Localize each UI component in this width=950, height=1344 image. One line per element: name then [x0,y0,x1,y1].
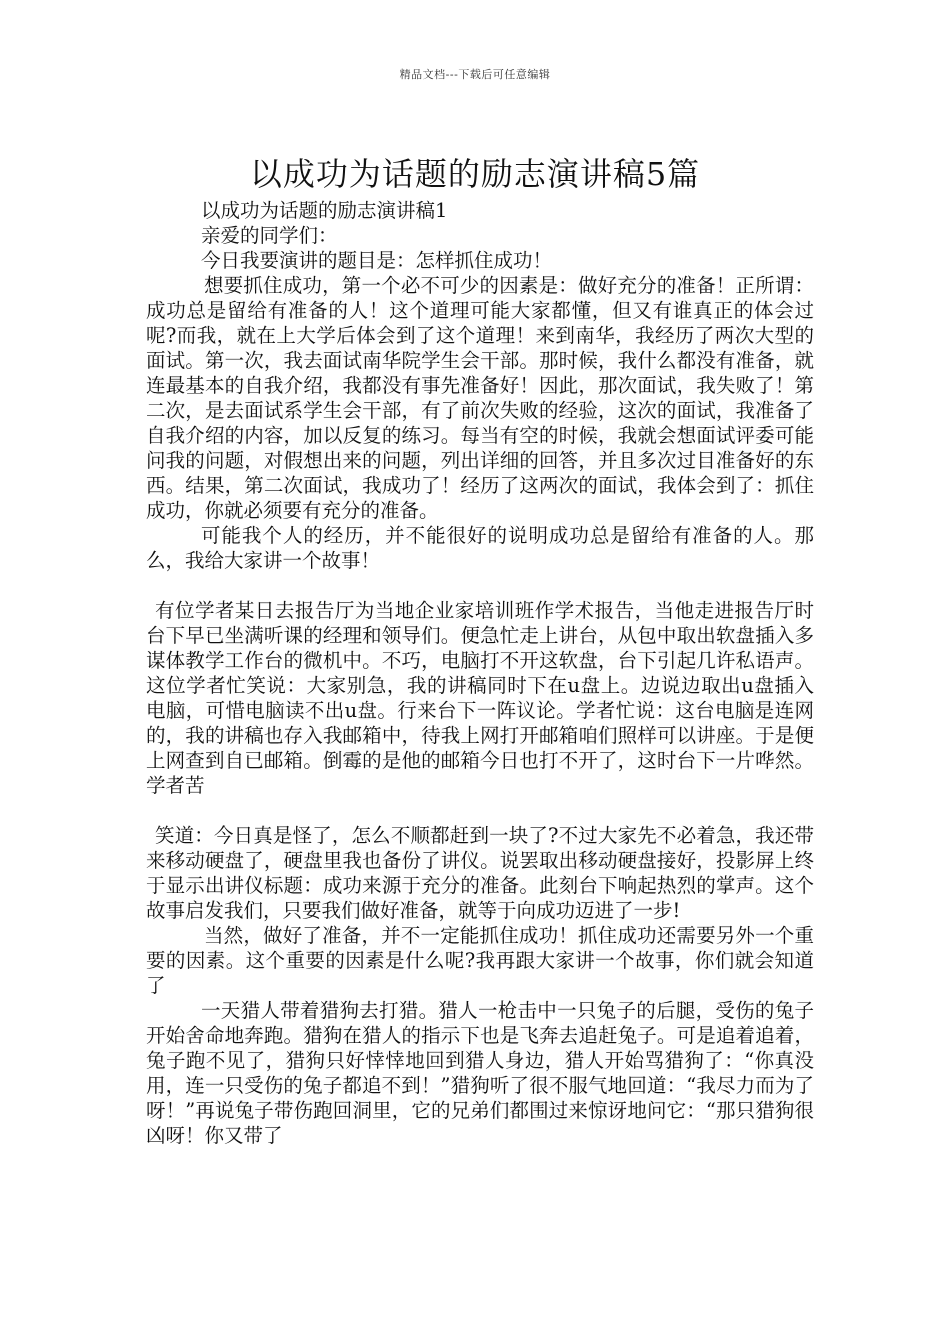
speech-subtitle: 以成功为话题的励志演讲稿1 [201,199,448,222]
paragraph-spacer [146,798,814,823]
paragraph-spacer [146,573,814,598]
paragraph-hunter-story: 一天猎人带着猎狗去打猎。猎人一枪击中一只兔子的后腿，受伤的兔子开始舍命地奔跑。猎狗在猎人的指示下也是飞奔去追赶兔子。可是追着追着，兔子跑不见了，猎狗只好悻悻地回到猎人身边，猎人开始骂猎狗了：“你真没用，连一只受伤的兔子都追不到！”猎狗听了很不服气地回道：“我尽力而为了呀！”再说兔子带伤跑回洞里，它的兄弟们都围过来惊讶地问它：“那只猎狗很凶呀！你又带了 [146,999,814,1147]
paragraph-topic: 今日我要演讲的题目是：怎样抓住成功！ [201,249,553,272]
header-note: 精品文档---下载后可任意编辑 [399,68,551,81]
document-title: 以成功为话题的励志演讲稿5篇 [249,155,701,194]
paragraph-preparation: 想要抓住成功，第一个必不可少的因素是：做好充分的准备！正所谓：成功总是留给有准备的人！这个道理可能大家都懂，但又有谁真正的体会过呢?而我，就在上大学后体会到了这个道理！来到南华，我经历了两次大型的面试。第一次，我去面试南华院学生会干部。那时候，我什么都没有准备，就连最基本的自我介绍，我都没有事先准备好！因此，那次面试，我失败了！第二次，是去面试系学生会干部，有了前次失败的经验，这次的面试，我准备了自我介绍的内容，加以反复的练习。每当有空的时候，我就会想面试评委可能问我的问题，对假想出来的问题，列出详细的回答，并且多次过目准备好的东西。结果，第二次面试，我成功了！经历了这两次的面试，我体会到了：抓住成功，你就必须要有充分的准备。 [146,274,814,522]
paragraph-second-factor: 当然，做好了准备，并不一定能抓住成功！抓住成功还需要另外一个重要的因素。这个重要的因素是什么呢?我再跟大家讲一个故事，你们就会知道了 [146,924,814,997]
paragraph-story-intro: 可能我个人的经历，并不能很好的说明成功总是留给有准备的人。那么，我给大家讲一个故事！ [146,524,814,572]
paragraph-scholar-story: 有位学者某日去报告厅为当地企业家培训班作学术报告，当他走进报告厅时台下早已坐满听课的经理和领导们。便急忙走上讲台，从包中取出软盘插入多谋体教学工作台的微机中。不巧，电脑打不开这软盘，台下引起几许私语声。这位学者忙笑说：大家别急，我的讲稿同时下在u盘上。边说边取出u盘插入电脑，可惜电脑读不出u盘。行来台下一阵议论。学者忙说：这台电脑是连网的，我的讲稿也存入我邮箱中，待我上网打开邮箱咱们照样可以讲座。于是便上网查到自已邮箱。倒霉的是他的邮箱今日也打不开了，这时台下一片哗然。学者苦 [146,599,814,797]
paragraph-scholar-story-end: 笑道：今日真是怪了，怎么不顺都赶到一块了?不过大家先不必着急，我还带来移动硬盘了，硬盘里我也备份了讲仪。说罢取出移动硬盘接好，投影屏上终于显示出讲仪标题：成功来源于充分的准备。此刻台下响起热烈的掌声。这个故事启发我们，只要我们做好准备，就等于向成功迈进了一步! [146,824,814,922]
salutation: 亲爱的同学们： [201,224,338,247]
document-body [146,198,814,1148]
